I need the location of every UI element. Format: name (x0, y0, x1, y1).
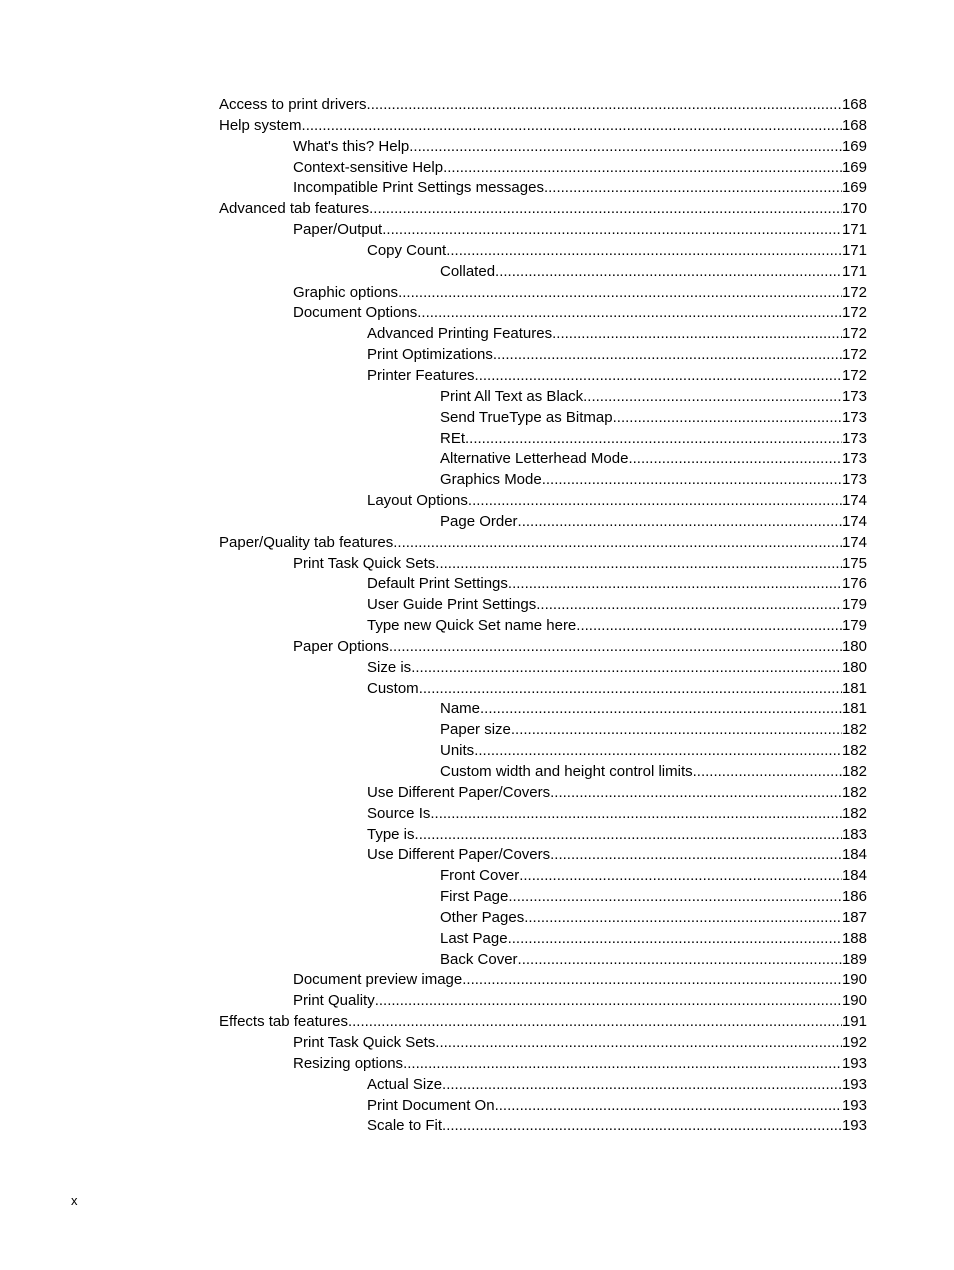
toc-entry-page: 184 (841, 867, 867, 885)
dot-leader (524, 908, 842, 929)
toc-entry-page: 188 (841, 929, 867, 947)
dot-leader (542, 470, 842, 491)
toc-entry-line (440, 929, 867, 950)
toc-entry-page: 171 (841, 221, 867, 239)
toc-entry (0, 324, 954, 345)
toc-entry-page: 175 (841, 554, 867, 572)
toc-entry-page: 169 (841, 158, 867, 176)
toc-entry-title: Send TrueType as Bitmap (440, 408, 613, 426)
toc-entry-title: Paper Options (293, 637, 389, 655)
toc-entry-title: Layout Options (367, 492, 468, 510)
toc-entry (0, 1096, 954, 1117)
dot-leader (508, 929, 842, 950)
toc-entry (0, 1054, 954, 1075)
toc-entry-page: 168 (841, 96, 867, 113)
dot-leader (389, 637, 842, 658)
toc-entry-line (367, 845, 867, 866)
toc-entry (0, 387, 954, 408)
dot-leader (493, 345, 842, 366)
dot-leader (446, 241, 842, 262)
toc-entry-page: 169 (841, 137, 867, 155)
toc-entry-line (440, 720, 867, 741)
toc-entry-title: Use Different Paper/Covers (367, 846, 551, 864)
toc-entry-page: 180 (841, 658, 867, 676)
toc-entry-line (367, 595, 867, 616)
toc-entry (0, 970, 954, 991)
toc-entry-line (293, 637, 867, 658)
toc-entry (0, 449, 954, 470)
dot-leader (552, 324, 842, 345)
toc-entry-line (440, 387, 867, 408)
toc-entry-page: 173 (841, 408, 867, 426)
toc-entry (0, 699, 954, 720)
toc-entry-page: 193 (841, 1054, 867, 1072)
toc-entry-line (367, 491, 867, 512)
toc-entry (0, 1075, 954, 1096)
dot-leader (544, 178, 842, 199)
toc-entry (0, 574, 954, 595)
toc-entry-page: 192 (841, 1033, 867, 1051)
toc-entry-title: First Page (440, 888, 509, 906)
toc-entry-page: 180 (841, 637, 867, 655)
dot-leader (367, 95, 842, 116)
toc-entry-page: 187 (841, 908, 867, 926)
dot-leader (375, 991, 842, 1012)
toc-entry-line (440, 512, 867, 533)
dot-leader (442, 1075, 842, 1096)
toc-entry-title: Document preview image (293, 971, 463, 989)
dot-leader (536, 595, 842, 616)
toc-entry-title: Printer Features (367, 366, 475, 384)
toc-entry (0, 345, 954, 366)
toc-entry-title: Document Options (293, 304, 418, 322)
toc-entry (0, 470, 954, 491)
toc-entry-page: 172 (841, 346, 867, 364)
toc-entry-line (367, 1096, 867, 1117)
toc-entry-line (293, 178, 867, 199)
toc-entry-title: Type new Quick Set name here (367, 617, 577, 635)
toc-entry-title: Print Quality (293, 992, 375, 1010)
toc-entry-line (367, 1075, 867, 1096)
dot-leader (613, 408, 842, 429)
toc-entry-line (367, 1116, 867, 1137)
toc-entry (0, 429, 954, 450)
toc-entry-page: 182 (841, 804, 867, 822)
toc-entry (0, 554, 954, 575)
toc-entry-line (367, 324, 867, 345)
toc-entry-title: Advanced tab features (219, 200, 370, 218)
toc-entry-page: 182 (841, 721, 867, 739)
toc-entry-line (367, 345, 867, 366)
toc-entry-page: 172 (841, 325, 867, 343)
toc-entry (0, 199, 954, 220)
toc-entry (0, 137, 954, 158)
dot-leader (465, 429, 842, 450)
dot-leader (519, 866, 842, 887)
toc-entry (0, 1012, 954, 1033)
toc-entry-line (219, 199, 867, 220)
toc-entry-page: 173 (841, 387, 867, 405)
toc-entry-title: Print Document On (367, 1096, 495, 1114)
toc-entry-line (367, 658, 867, 679)
toc-entry-title: Use Different Paper/Covers (367, 783, 551, 801)
toc-entry-line (367, 679, 867, 700)
toc-entry-page: 173 (841, 429, 867, 447)
toc-entry-line (440, 429, 867, 450)
dot-leader (382, 220, 842, 241)
toc-entry-line (440, 950, 867, 971)
toc-entry-title: Type is (367, 825, 415, 843)
toc-entry-title: Resizing options (293, 1054, 404, 1072)
toc-entry-title: Paper size (440, 721, 511, 739)
toc-entry-title: Page Order (440, 512, 518, 530)
toc-entry-page: 186 (841, 888, 867, 906)
dot-leader (508, 887, 842, 908)
toc-entry-line (440, 699, 867, 720)
toc-entry-line (293, 158, 867, 179)
toc-entry-line (293, 970, 867, 991)
toc-entry-title: Actual Size (367, 1075, 443, 1093)
toc-entry (0, 991, 954, 1012)
toc-entry-line (367, 616, 867, 637)
toc-entry-title: Other Pages (440, 908, 525, 926)
toc-entry-page: 174 (841, 533, 867, 551)
toc-entry-line (367, 241, 867, 262)
toc-entry (0, 887, 954, 908)
toc-entry (0, 241, 954, 262)
dot-leader (415, 825, 842, 846)
toc-entry-page: 191 (841, 1013, 867, 1031)
toc-entry-title: Size is (367, 658, 412, 676)
toc-entry-page: 190 (841, 992, 867, 1010)
toc-entry-title: Last Page (440, 929, 508, 947)
toc-entry-page: 193 (841, 1075, 867, 1093)
toc-entry-page: 170 (841, 200, 867, 218)
toc-entry-title: Custom (367, 679, 419, 697)
toc-entry (0, 491, 954, 512)
toc-entry (0, 658, 954, 679)
dot-leader (518, 950, 842, 971)
toc-entry-page: 183 (841, 825, 867, 843)
dot-leader (511, 720, 842, 741)
toc-entry-line (293, 991, 867, 1012)
toc-entry-line (293, 137, 867, 158)
toc-entry-line (293, 220, 867, 241)
toc-entry-page: 171 (841, 241, 867, 259)
toc-entry-line (367, 574, 867, 595)
dot-leader (430, 804, 842, 825)
toc-entry-line (367, 783, 867, 804)
toc-entry-page: 182 (841, 742, 867, 760)
toc-entry (0, 679, 954, 700)
toc-entry-line (293, 1033, 867, 1054)
dot-leader (480, 699, 842, 720)
toc-entry-line (440, 408, 867, 429)
toc-entry (0, 845, 954, 866)
toc-entry-title: Paper/Quality tab features (219, 533, 394, 551)
dot-leader (409, 137, 842, 158)
dot-leader (348, 1012, 842, 1033)
toc-entry-title: Print Task Quick Sets (293, 554, 436, 572)
toc-entry (0, 762, 954, 783)
toc-entry-line (440, 762, 867, 783)
toc-entry-page: 179 (841, 617, 867, 635)
toc-entry-title: Graphics Mode (440, 471, 542, 489)
toc-entry-title: Context-sensitive Help (293, 158, 444, 176)
toc-entry-page: 179 (841, 596, 867, 614)
dot-leader (393, 533, 842, 554)
toc-entry-title: Custom width and height control limits (440, 763, 693, 780)
toc-entry-page: 189 (841, 950, 867, 968)
toc-entry (0, 720, 954, 741)
toc-entry-title: Print All Text as Black (440, 387, 584, 405)
toc-entry-line (293, 554, 867, 575)
toc-entry-title: Units (440, 742, 475, 760)
toc-entry (0, 908, 954, 929)
dot-leader (462, 970, 842, 991)
dot-leader (474, 741, 842, 762)
toc-entry-title: Copy Count (367, 241, 447, 259)
dot-leader (518, 512, 842, 533)
toc-entry-title: REt (440, 429, 466, 447)
toc-entry (0, 533, 954, 554)
toc-entry-page: 182 (841, 783, 867, 801)
toc-entry-line (219, 95, 867, 116)
dot-leader (419, 679, 842, 700)
toc-entry-page: 172 (841, 283, 867, 301)
dot-leader (302, 116, 842, 137)
dot-leader (443, 158, 842, 179)
dot-leader (417, 303, 842, 324)
dot-leader (403, 1054, 842, 1075)
toc-entry-title: Default Print Settings (367, 575, 508, 593)
dot-leader (628, 449, 842, 470)
dot-leader (508, 574, 842, 595)
toc-entry-title: Paper/Output (293, 221, 383, 239)
dot-leader (411, 658, 842, 679)
dot-leader (495, 1096, 842, 1117)
toc-entry-title: Effects tab features (219, 1013, 348, 1031)
dot-leader (550, 845, 842, 866)
toc-entry-line (367, 825, 867, 846)
toc-entry-page: 181 (841, 679, 867, 697)
toc-entry-page: 173 (841, 471, 867, 489)
toc-entry-line (219, 116, 867, 137)
toc-entry-line (440, 262, 867, 283)
toc-entry-line (440, 866, 867, 887)
dot-leader (468, 491, 842, 512)
dot-leader (583, 387, 842, 408)
table-of-contents (0, 95, 954, 1137)
toc-entry-title: Advanced Printing Features (367, 325, 553, 343)
toc-entry (0, 366, 954, 387)
toc-entry (0, 929, 954, 950)
dot-leader (435, 1033, 842, 1054)
toc-entry-page: 168 (841, 116, 867, 134)
toc-entry-page: 174 (841, 492, 867, 510)
toc-entry-title: User Guide Print Settings (367, 596, 537, 614)
dot-leader (369, 199, 842, 220)
toc-entry (0, 950, 954, 971)
toc-entry-title: Scale to Fit (367, 1117, 443, 1135)
toc-entry (0, 283, 954, 304)
toc-entry-line (293, 1054, 867, 1075)
dot-leader (576, 616, 842, 637)
toc-entry (0, 866, 954, 887)
toc-entry-line (367, 804, 867, 825)
toc-entry (0, 595, 954, 616)
toc-entry-page: 181 (841, 700, 867, 718)
toc-entry-page: 193 (841, 1117, 867, 1135)
toc-entry (0, 95, 954, 116)
toc-entry (0, 1116, 954, 1137)
toc-entry-line (293, 303, 867, 324)
toc-entry (0, 512, 954, 533)
toc-entry (0, 116, 954, 137)
toc-entry-line (219, 533, 867, 554)
toc-entry-title: Access to print drivers (219, 96, 367, 113)
toc-entry (0, 178, 954, 199)
toc-entry (0, 303, 954, 324)
toc-entry-page: 172 (841, 304, 867, 322)
toc-entry-page: 174 (841, 512, 867, 530)
toc-entry-title: Front Cover (440, 867, 520, 885)
toc-entry (0, 637, 954, 658)
toc-entry (0, 220, 954, 241)
toc-entry-title: Help system (219, 116, 302, 134)
dot-leader (442, 1116, 842, 1137)
toc-entry-title: Collated (440, 262, 496, 280)
toc-entry-line (367, 366, 867, 387)
toc-entry (0, 804, 954, 825)
toc-entry-title: What's this? Help (293, 137, 410, 155)
toc-entry-page: 176 (841, 575, 867, 593)
toc-entry (0, 158, 954, 179)
toc-entry-line (440, 470, 867, 491)
toc-entry-page: 184 (841, 846, 867, 864)
dot-leader (495, 262, 842, 283)
toc-entry (0, 262, 954, 283)
dot-leader (475, 366, 842, 387)
toc-entry-line (219, 1012, 867, 1033)
toc-entry-title: Print Task Quick Sets (293, 1033, 436, 1051)
dot-leader (435, 554, 842, 575)
dot-leader (398, 283, 842, 304)
toc-entry (0, 741, 954, 762)
toc-entry-page: 172 (841, 366, 867, 384)
toc-entry-line (440, 449, 867, 470)
toc-entry-line (440, 908, 867, 929)
toc-entry (0, 825, 954, 846)
page-number: x (71, 1193, 78, 1208)
toc-entry-line (440, 887, 867, 908)
toc-entry-page: 169 (841, 179, 867, 197)
toc-entry-title: Print Optimizations (367, 346, 493, 364)
toc-entry-page: 190 (841, 971, 867, 989)
dot-leader (550, 783, 842, 804)
toc-entry-page: 193 (841, 1096, 867, 1114)
toc-entry (0, 1033, 954, 1054)
toc-entry-title: Incompatible Print Settings messages (293, 179, 544, 197)
toc-entry-page: 173 (841, 450, 867, 468)
toc-entry (0, 408, 954, 429)
toc-entry-line (293, 283, 867, 304)
toc-entry-line (440, 741, 867, 762)
toc-entry-title: Source Is (367, 804, 431, 822)
toc-entry-title: Alternative Letterhead Mode (440, 450, 629, 468)
toc-entry-title: Graphic options (293, 283, 399, 301)
toc-entry (0, 616, 954, 637)
dot-leader (693, 762, 842, 783)
toc-entry-title: Back Cover (440, 950, 518, 968)
toc-entry-page: 171 (841, 262, 867, 280)
toc-entry-page: 182 (841, 763, 867, 780)
toc-entry (0, 783, 954, 804)
toc-entry-title: Name (440, 700, 481, 718)
